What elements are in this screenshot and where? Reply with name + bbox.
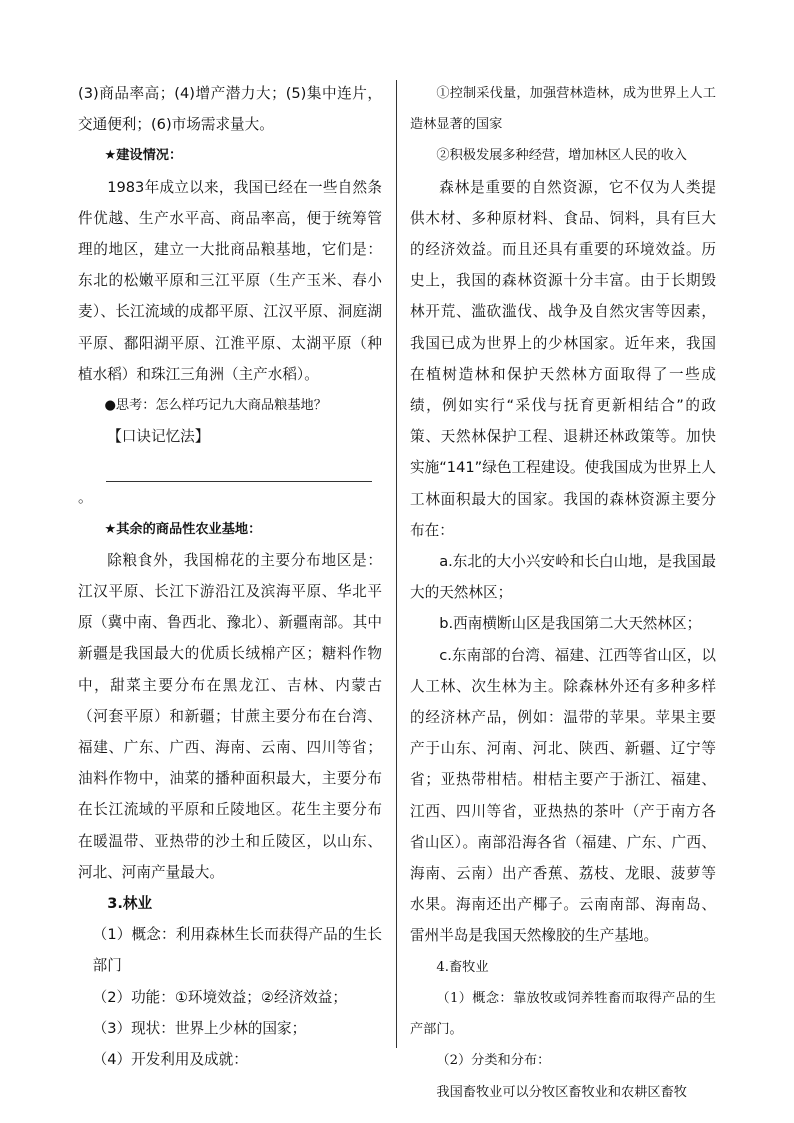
think-question: ●思考：怎么样巧记九大商品粮基地？ (104, 398, 327, 414)
text-paragraph: 1983年成立以来，我国已经在一些自然条件优越、生产水平高、商品率高，便于统筹管理的地区，建立一大批商品粮基地，它们是：东北的松嫩平原和三江平原（生产玉米、春小麦）、长江流域的成都平原、江汉平原、洞庭湖平原、鄱阳湖平原、江淮平原、太湖平原（种植水稻）和珠江三角洲（主产水稻）。 (78, 178, 382, 383)
column-divider (396, 80, 397, 1048)
text-paragraph: 我国畜牧业可以分牧区畜牧业和农耕区畜牧 (436, 1084, 687, 1100)
left-column (78, 78, 382, 1075)
list-item: （1）概念：利用森林生长而获得产品的生长部门 (92, 926, 382, 975)
section-heading: ★建设情况： (104, 148, 183, 164)
text-paragraph: 森林是重要的自然资源，它不仅为人类提供木材、多种原材料、食品、饲料，具有巨大的经济效益。而且还具有重要的环境效益。历史上，我国的森林资源十分丰富。由于长期毁林开荒、滥砍滥伐、战争及自然灾害等因素，我国已成为世界上的少林国家。近年来，我国在植树造林和保护天然林方面取得了一些成绩，例如实行“采伐与抚育更新相结合”的政策、天然林保护工程、退耕还林政策等。加快实施“141”绿色工程建设。使我国成为世界上人工林面积最大的国家。我国的森林资源主要分布在： (410, 178, 716, 539)
text-paragraph: c.东南部的台湾、福建、江西等省山区，以人工林、次生林为主。除森林外还有多种多样的经济林产品，例如：温带的苹果。苹果主要产于山东、河南、河北、陕西、新疆、辽宁等省；亚热带柑桔。柑桔主要产于浙江、福建、江西、四川等省，亚热热的茶叶（产于南方各省山区）。南部沿海各省（福建、广东、广西、海南、云南）出产香蕉、荔枝、龙眼、菠萝等水果。海南还出产椰子。云南南部、海南岛、雷州半岛是我国天然橡胶的生产基地。 (410, 646, 716, 945)
list-item: （3）现状：世界上少林的国家； (92, 1019, 307, 1037)
mnemonic-label: 【口诀记忆法】 (107, 428, 210, 446)
list-item: a.东北的大小兴安岭和长白山地，是我国最大的天然林区； (410, 553, 716, 602)
section-heading: 3.林业 (107, 895, 153, 913)
text-paragraph: 除粮食外，我国棉花的主要分布地区是：江汉平原、长江下游沿江及滨海平原、华北平原（冀中南、鲁西北、豫北）、新疆南部。其中新疆是我国最大的优质长绒棉产区；糖料作物中，甜菜主要分布在黑龙江、吉林、内蒙古（河套平原）和新疆；甘蔗主要分布在台湾、福建、广东、广西、海南、云南、四川等省；油料作物中，油菜的播种面积最大，主要分布在长江流域的平原和丘陵地区。花生主要分布在暖温带、亚热带的沙土和丘陵区，以山东、河北、河南产量最大。 (78, 551, 382, 881)
right-column (410, 78, 716, 1108)
answer-blank-line (106, 465, 372, 482)
text-paragraph: (3)商品率高；(4)增产潜力大；(5)集中连片，交通便利；(6)市场需求量大。 (78, 85, 382, 134)
list-item: b.西南横断山区是我国第二大天然林区； (439, 615, 702, 633)
end-mark: 。 (78, 489, 93, 507)
list-item: ②积极发展多种经营，增加林区人民的收入 (436, 148, 687, 164)
section-heading: 4.畜牧业 (436, 959, 489, 975)
section-heading: ★其余的商品性农业基地： (104, 521, 262, 537)
list-item: （4）开发利用及成就： (92, 1051, 248, 1069)
list-item: （2）功能：①环境效益；②经济效益； (92, 988, 347, 1006)
list-item: （1）概念：靠放牧或饲养牲畜而取得产品的生产部门。 (410, 990, 716, 1038)
list-item: ①控制采伐量，加强营林造林，成为世界上人工造林显著的国家 (410, 86, 716, 133)
list-item: （2）分类和分布： (436, 1053, 551, 1069)
